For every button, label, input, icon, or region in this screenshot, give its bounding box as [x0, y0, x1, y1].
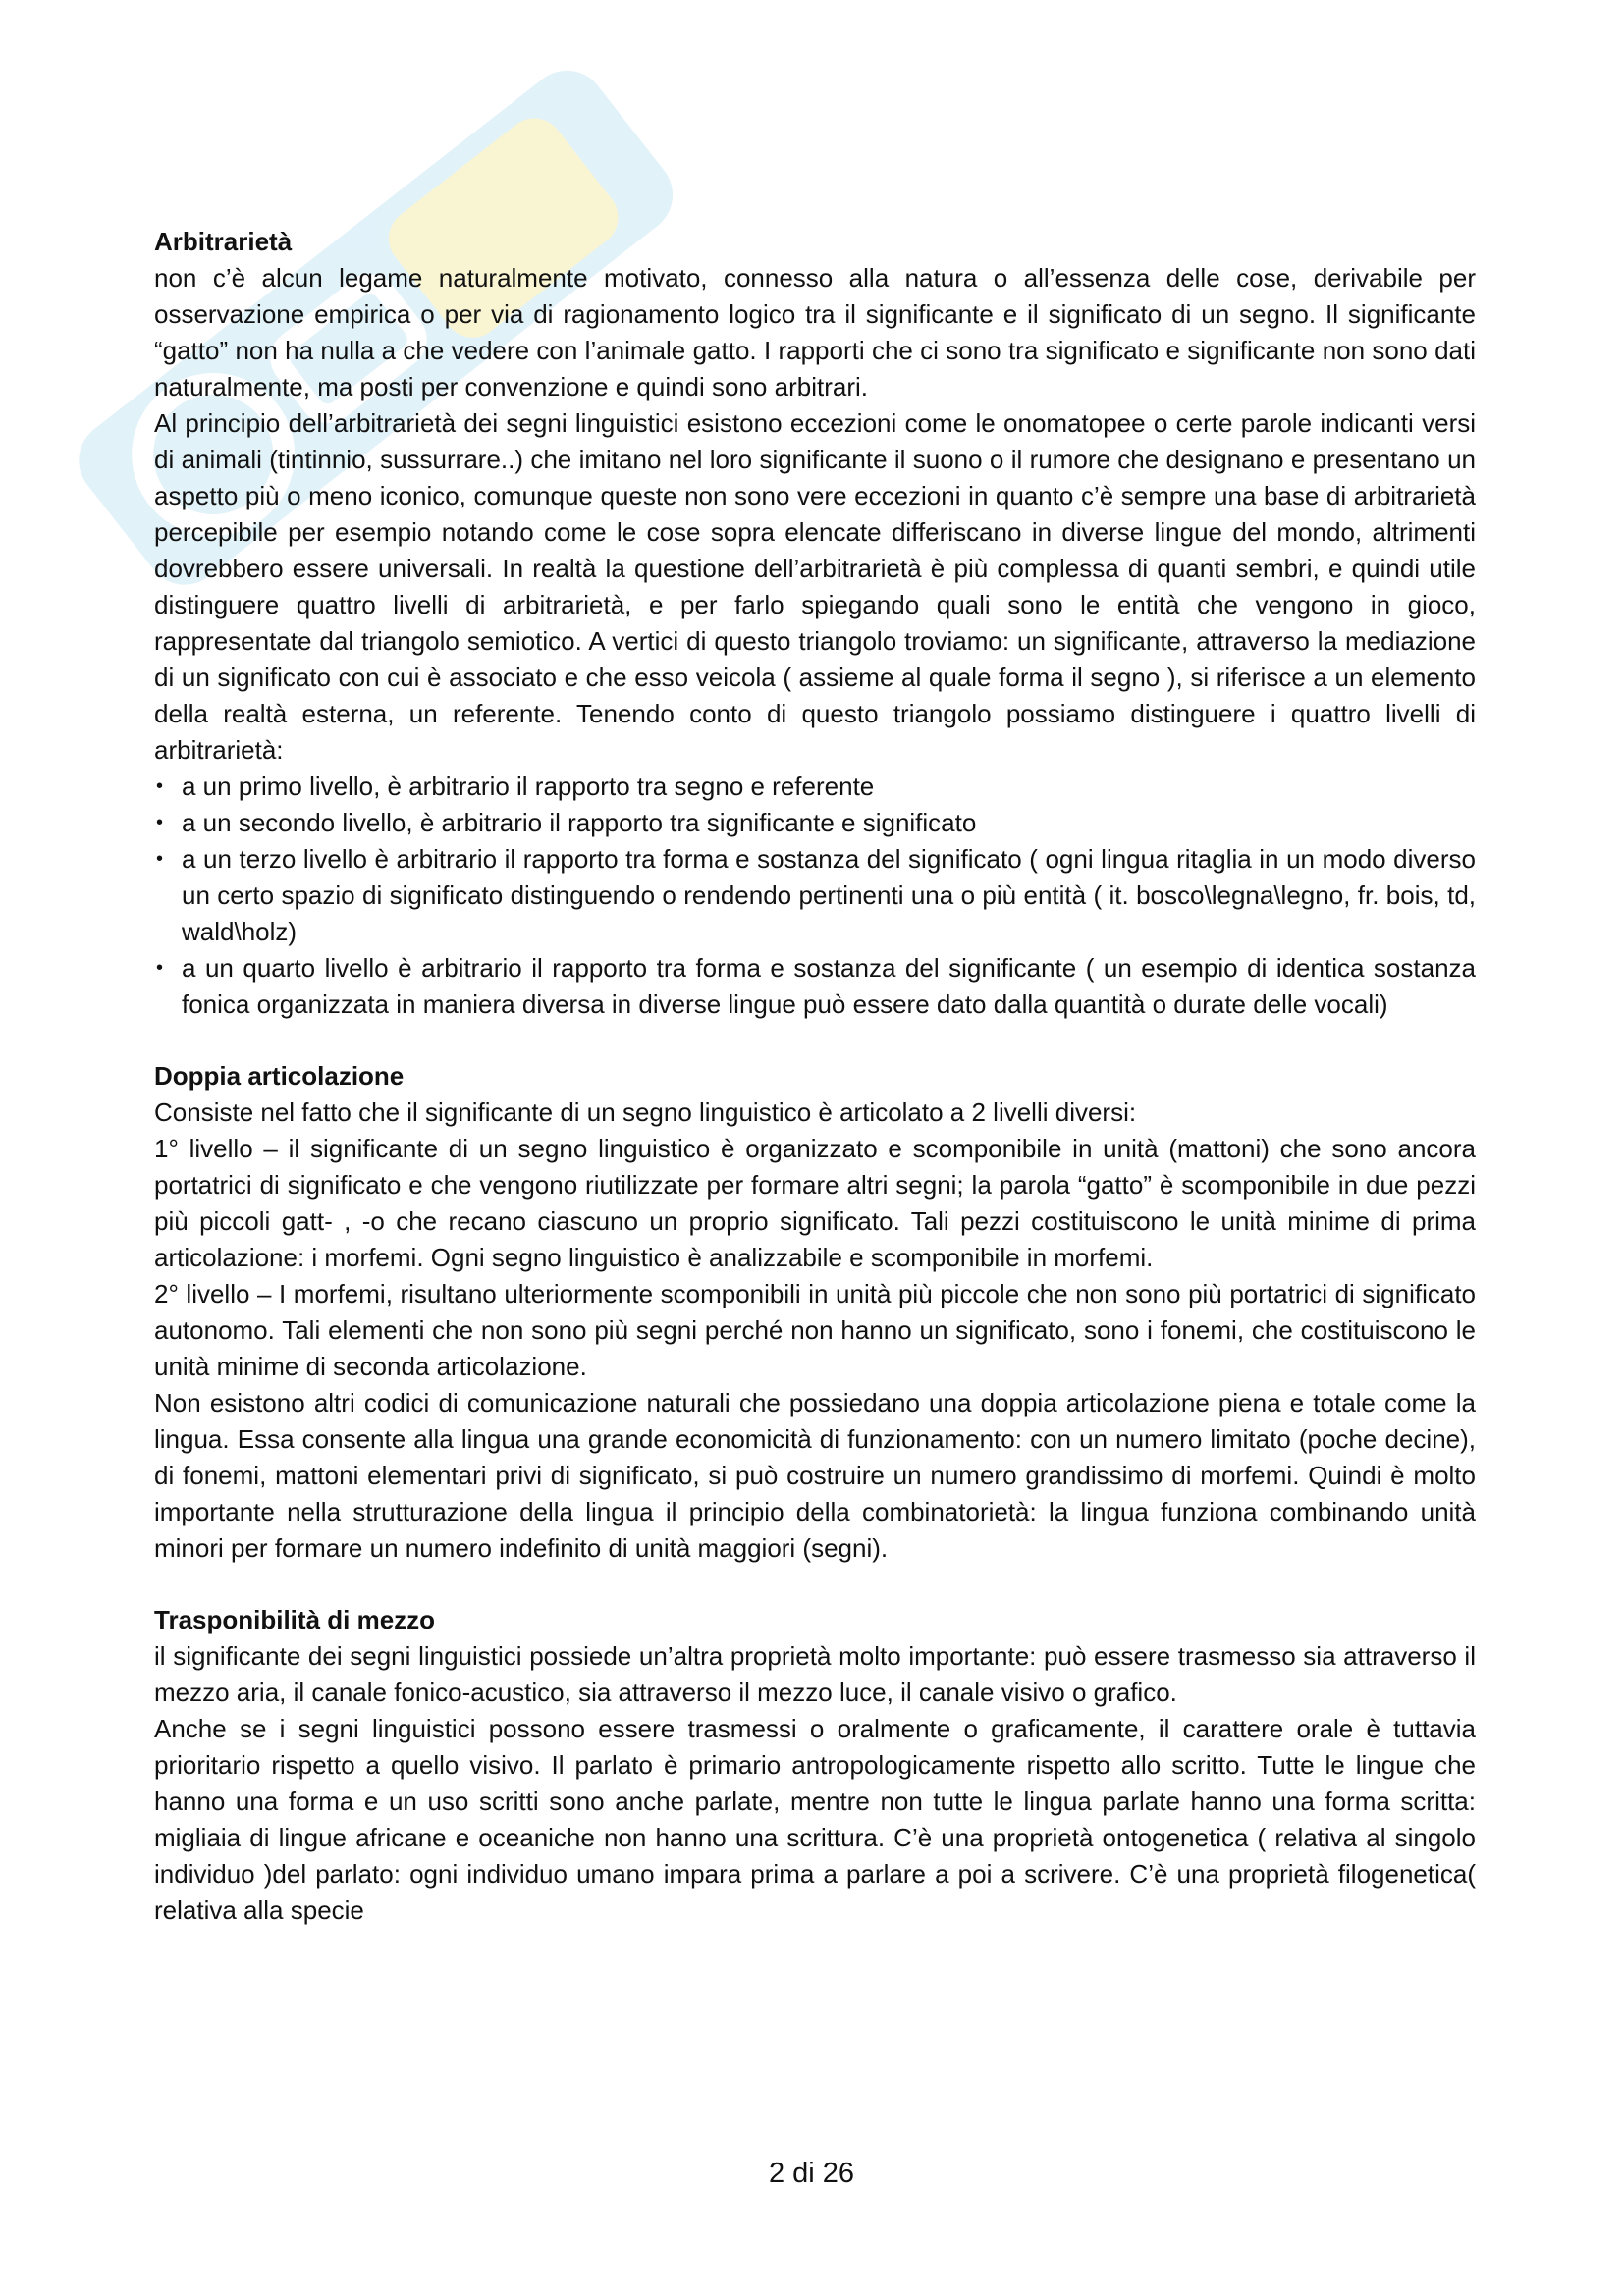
paragraph: Non esistono altri codici di comunicazione naturali che possiedano una doppia articolazione piena e totale come la lingua. Essa consente alla lingua una grande economicità di funzionamento: con un numero limitato (poche decine), di fonemi, mattoni elementari privi di significato, si può costruire un numero grandissimo di morfemi. Quindi è molto importante nella strutturazione della lingua il principio della combinatorietà: la lingua funziona combinando unità minori per formare un numero indefinito di unità maggiori (segni).: [154, 1388, 1476, 1563]
bullet-item: • a un secondo livello, è arbitrario il rapporto tra significante e significato: [154, 805, 1476, 841]
paragraph: 1° livello – il significante di un segno linguistico è organizzato e scomponibile in unità (mattoni) che sono ancora portatrici di significato e che vengono riutilizzate per formare altri segni; la parola “gatto” è scomponibile in due pezzi più piccoli gatt- , -o che recano ciascuno un proprio significato. Tali pezzi costituiscono le unità minime di prima articolazione: i morfemi. Ogni segno linguistico è analizzabile e scomponibile in morfemi.: [154, 1134, 1476, 1272]
bullet-item: • a un terzo livello è arbitrario il rapporto tra forma e sostanza del significato ( ogni lingua ritaglia in un modo diverso un certo spazio di significato distinguendo o rendendo pertinenti una o più entità ( it. bosco\legna\legno, fr. bois, td, wald\holz): [154, 841, 1476, 950]
paragraph: 2° livello – I morfemi, risultano ulteriormente scomponibili in unità più piccole che non sono più portatrici di significato autonomo. Tali elementi che non sono più segni perché non hanno un significato, sono i fonemi, che costituiscono le unità minime di seconda articolazione.: [154, 1279, 1476, 1381]
section-doppia-articolazione: [154, 1058, 1476, 1567]
paragraph: Al principio dell’arbitrarietà dei segni linguistici esistono eccezioni come le onomatopee o certe parole indicanti versi di animali (tintinnio, sussurrare..) che imitano nel loro significante il suono o il rumore che designano e presentano un aspetto più o meno iconico, comunque queste non sono vere eccezioni in quanto c’è sempre una base di arbitrarietà percepibile per esempio notando come le cose sopra elencate differiscano in diverse lingue del mondo, altrimenti dovrebbero essere universali. In realtà la questione dell’arbitrarietà è più complessa di quanti sembri, e quindi utile distinguere quattro livelli di arbitrarietà, e per farlo spiegando quali sono le entità che vengono in gioco, rappresentate dal triangolo semiotico. A vertici di questo triangolo troviamo: un significante, attraverso la mediazione di un significato con cui è associato e che esso veicola ( assieme al quale forma il segno ), si riferisce a un elemento della realtà esterna, un referente. Tenendo conto di questo triangolo possiamo distinguere i quattro livelli di arbitrarietà:: [154, 408, 1476, 765]
section-heading: Doppia articolazione: [154, 1061, 405, 1091]
bullet-item: • a un quarto livello è arbitrario il rapporto tra forma e sostanza del significante ( un esempio di identica sostanza fonica organizzata in maniera diversa in diverse lingue può essere dato dalla quantità o durate delle vocali): [154, 950, 1476, 1023]
section-arbitrarieta: [154, 224, 1476, 1023]
paragraph: Consiste nel fatto che il significante di un segno linguistico è articolato a 2 livelli diversi:: [154, 1097, 1137, 1127]
page-number: 2 di 26: [768, 2158, 855, 2189]
section-heading: Trasponibilità di mezzo: [154, 1605, 436, 1634]
paragraph: Anche se i segni linguistici possono essere trasmessi o oralmente o graficamente, il carattere orale è tuttavia prioritario rispetto a quello visivo. Il parlato è primario antropologicamente rispetto allo scritto. Tutte le lingue che hanno una forma e un uso scritti sono anche parlate, mentre non tutte le lingua parlate hanno una forma scritta: migliaia di lingue africane e oceaniche non hanno una scrittura. C’è una proprietà ontogenetica ( relativa al singolo individuo )del parlato: ogni individuo umano impara prima a parlare a poi a scrivere. C’è una proprietà filogenetica( relativa alla specie: [154, 1714, 1476, 1925]
bullet-list: [154, 769, 1476, 1023]
bullet-item: • a un primo livello, è arbitrario il rapporto tra segno e referente: [154, 769, 1476, 805]
document-page: [154, 224, 1476, 1964]
paragraph: non c’è alcun legame naturalmente motivato, connesso alla natura o all’essenza delle cose, derivabile per osservazione empirica o per via di ragionamento logico tra il significante e il significato di un segno. Il significante “gatto” non ha nulla a che vedere con l’animale gatto. I rapporti che ci sono tra significato e significante non sono dati naturalmente, ma posti per convenzione e quindi sono arbitrari.: [154, 263, 1476, 401]
section-trasponibilita-di-mezzo: [154, 1602, 1476, 1929]
section-heading: Arbitrarietà: [154, 227, 293, 256]
paragraph: il significante dei segni linguistici possiede un’altra proprietà molto importante: può essere trasmesso sia attraverso il mezzo aria, il canale fonico-acustico, sia attraverso il mezzo luce, il canale visivo o grafico.: [154, 1641, 1476, 1707]
